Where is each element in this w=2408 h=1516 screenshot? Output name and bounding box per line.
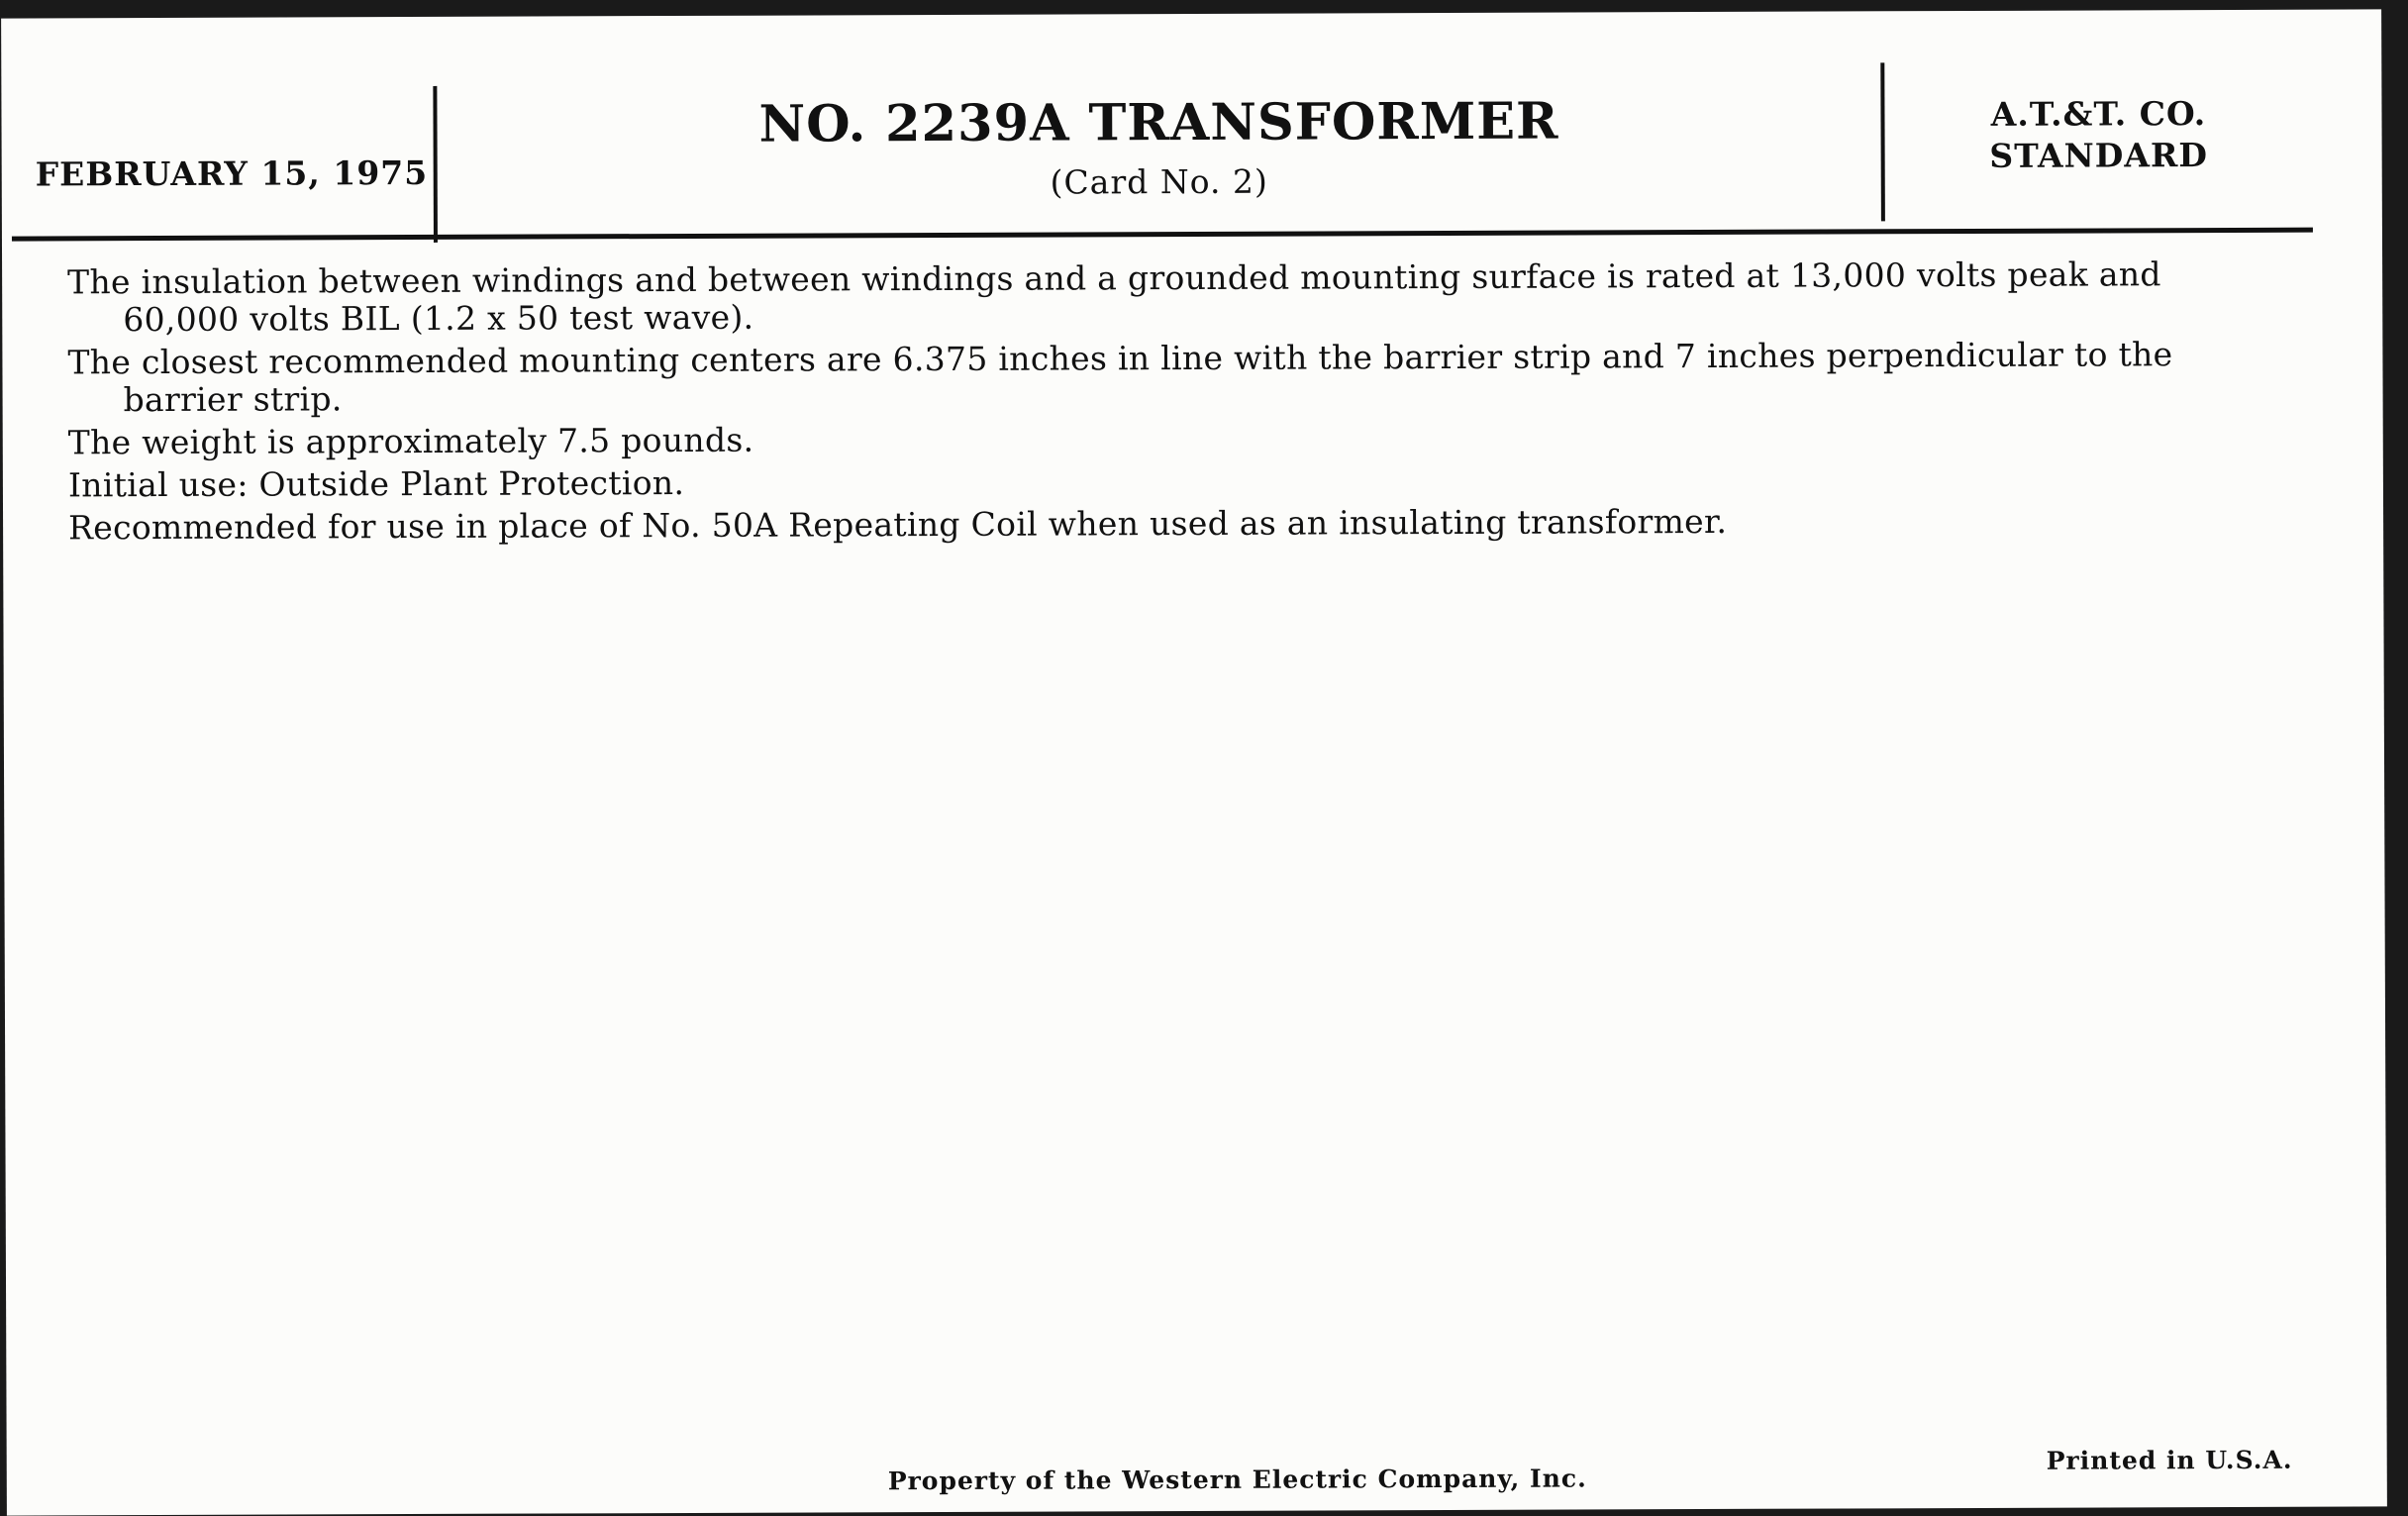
insulation-paragraph: The insulation between windings and between windings and a grounded mounting surface is rated at 13,000 volts peak and 60,000 volts BIL (1.2 x 50 test wave). bbox=[67, 254, 2161, 340]
header-rule bbox=[12, 228, 2313, 242]
card-title: NO. 2239A TRANSFORMER bbox=[758, 91, 1559, 154]
property-notice: Property of the Western Electric Company, Inc. bbox=[887, 1464, 1587, 1496]
card-body bbox=[67, 255, 2276, 553]
initial-use-paragraph: Initial use: Outside Plant Protection. bbox=[67, 462, 685, 505]
standard-label bbox=[1884, 93, 2312, 178]
printed-notice: Printed in U.S.A. bbox=[2046, 1445, 2293, 1475]
issue-date: FEBRUARY 15, 1975 bbox=[35, 152, 429, 194]
standard-company: A.T.&T. CO. bbox=[1990, 94, 2207, 134]
spec-card bbox=[1, 9, 2387, 1515]
standard-word: STANDARD bbox=[1989, 136, 2209, 175]
mounting-paragraph: The closest recommended mounting centers are 6.375 inches in line with the barrier strip and 7 inches perpendicular to the barrier strip. bbox=[67, 335, 2173, 420]
weight-paragraph: The weight is approximately 7.5 pounds. bbox=[67, 420, 754, 462]
recommendation-paragraph: Recommended for use in place of No. 50A Repeating Coil when used as an insulating transformer. bbox=[68, 501, 1728, 548]
card-subtitle: (Card No. 2) bbox=[1050, 161, 1268, 202]
